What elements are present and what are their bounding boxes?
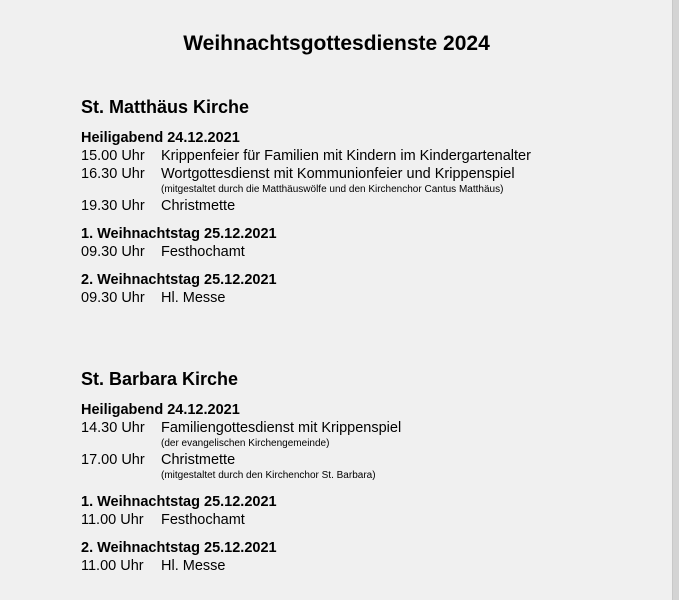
service-time: 09.30 Uhr — [81, 244, 145, 260]
service-time: 17.00 Uhr — [81, 452, 145, 468]
service-time: 16.30 Uhr — [81, 166, 145, 182]
service-time: 11.00 Uhr — [81, 512, 144, 528]
service-entry — [81, 147, 641, 165]
day-heading: 2. Weihnachtstag 25.12.2021 — [81, 540, 277, 556]
service-time: 09.30 Uhr — [81, 290, 145, 306]
service-time: 14.30 Uhr — [81, 420, 145, 436]
service-description: Hl. Messe — [161, 290, 226, 306]
day-heading: 2. Weihnachtstag 25.12.2021 — [81, 272, 277, 288]
service-description: Familiengottesdienst mit Krippenspiel — [161, 420, 402, 436]
day-heading: Heiligabend 24.12.2021 — [81, 402, 240, 418]
service-description: Christmette — [161, 198, 236, 214]
service-description: Festhochamt — [161, 244, 245, 260]
service-description: Festhochamt — [161, 512, 245, 528]
church-heading: St. Matthäus Kirche — [81, 97, 250, 117]
service-entry — [81, 197, 641, 215]
service-note: (mitgestaltet durch die Matthäuswölfe und den Kirchenchor Cantus Matthäus) — [161, 184, 504, 195]
service-note: (mitgestaltet durch den Kirchenchor St. Barbara) — [161, 470, 376, 481]
window-edge — [672, 0, 679, 600]
day-block — [81, 225, 641, 261]
service-entry — [81, 289, 641, 307]
day-block — [81, 401, 641, 483]
church-section-st-matthaeus — [81, 95, 641, 307]
day-block — [81, 129, 641, 215]
day-heading: 1. Weihnachtstag 25.12.2021 — [81, 494, 277, 510]
service-entry — [81, 419, 641, 437]
service-time: 15.00 Uhr — [81, 148, 145, 164]
service-description: Krippenfeier für Familien mit Kindern im Kindergartenalter — [161, 148, 531, 164]
service-time: 11.00 Uhr — [81, 558, 144, 574]
service-entry — [81, 165, 641, 183]
church-heading: St. Barbara Kirche — [81, 369, 239, 389]
day-block — [81, 271, 641, 307]
service-description: Christmette — [161, 452, 236, 468]
day-heading: 1. Weihnachtstag 25.12.2021 — [81, 226, 277, 242]
service-entry — [81, 557, 641, 575]
page-title: Weihnachtsgottesdienste 2024 — [183, 32, 490, 55]
service-note: (der evangelischen Kirchengemeinde) — [161, 438, 330, 449]
service-entry — [81, 511, 641, 529]
church-section-st-barbara — [81, 367, 641, 575]
day-block — [81, 539, 641, 575]
service-entry — [81, 451, 641, 469]
service-description: Hl. Messe — [161, 558, 226, 574]
day-block — [81, 493, 641, 529]
day-heading: Heiligabend 24.12.2021 — [81, 130, 240, 146]
service-description: Wortgottesdienst mit Kommunionfeier und Krippenspiel — [161, 166, 515, 182]
service-entry — [81, 243, 641, 261]
service-time: 19.30 Uhr — [81, 198, 145, 214]
